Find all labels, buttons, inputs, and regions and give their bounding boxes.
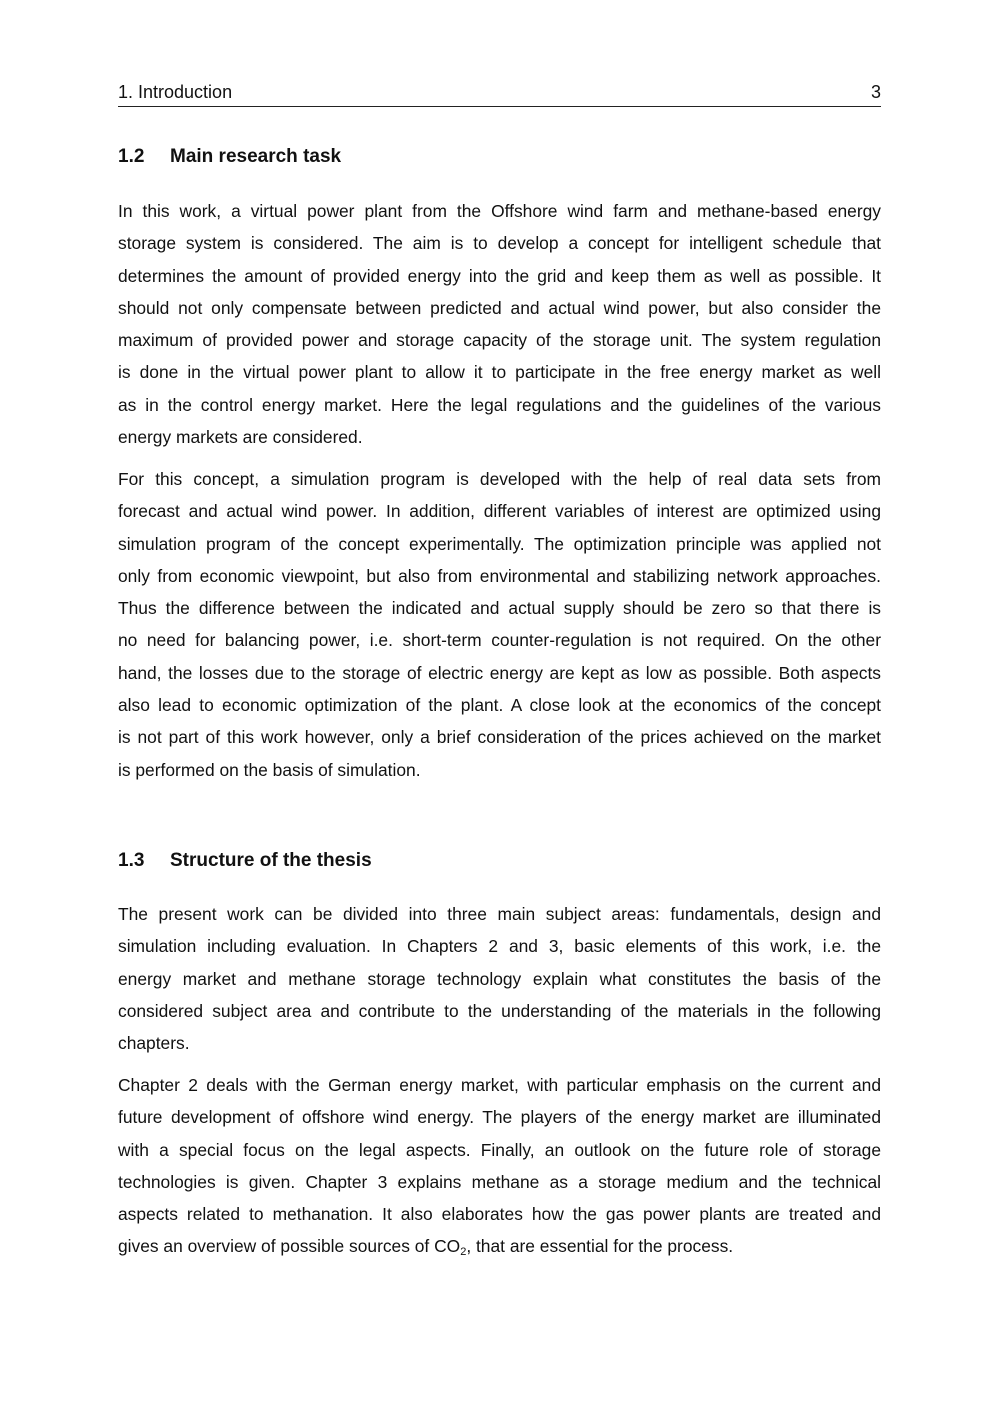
paragraph bbox=[118, 898, 881, 1059]
chapter-title: 1. Introduction bbox=[118, 82, 233, 102]
text-line: energy markets are considered. bbox=[118, 427, 363, 448]
text-line: simulation program of the concept experimentally. The optimization principle was applied not bbox=[118, 533, 881, 554]
text-line: In this work, a virtual power plant from the Offshore wind farm and methane-based energy bbox=[118, 201, 881, 221]
text-line: only from economic viewpoint, but also from environmental and stabilizing network approaches. bbox=[118, 565, 881, 586]
text-line: should not only compensate between predicted and actual wind power, but also consider the bbox=[118, 297, 881, 318]
text-line: forecast and actual wind power. In addition, different variables of interest are optimized using bbox=[118, 501, 881, 522]
text-line: storage system is considered. The aim is to develop a concept for intelligent schedule that bbox=[118, 233, 881, 254]
text-line: is done in the virtual power plant to allow it to participate in the free energy market as well bbox=[118, 362, 881, 383]
text-line: maximum of provided power and storage capacity of the storage unit. The system regulation bbox=[118, 330, 881, 351]
text-line: is not part of this work however, only a brief consideration of the prices achieved on the market bbox=[118, 727, 881, 748]
text-line: energy market and methane storage technology explain what constitutes the basis of the bbox=[118, 968, 881, 989]
text-line: considered subject area and contribute to the understanding of the materials in the following bbox=[118, 1000, 881, 1021]
text-line: determines the amount of provided energy into the grid and keep them as well as possible. It bbox=[118, 265, 881, 286]
text-line: no need for balancing power, i.e. short-term counter-regulation is not required. On the other bbox=[118, 630, 881, 651]
section-title: Main research task bbox=[170, 146, 342, 167]
paragraph bbox=[118, 195, 881, 453]
section-number: 1.3 bbox=[118, 850, 145, 871]
text-line: technologies is given. Chapter 3 explains methane as a storage medium and the technical bbox=[118, 1171, 881, 1192]
text-line: hand, the losses due to the storage of electric energy are kept as low as possible. Both aspects bbox=[118, 662, 881, 683]
paragraph bbox=[118, 463, 881, 786]
text-line: chapters. bbox=[118, 1033, 190, 1054]
section-title: Structure of the thesis bbox=[170, 850, 372, 871]
text-line: simulation including evaluation. In Chapters 2 and 3, basic elements of this work, i.e. the bbox=[118, 936, 881, 957]
text-line: future development of offshore wind energy. The players of the energy market are illuminated bbox=[118, 1107, 881, 1128]
text-segment: , that are essential for the process. bbox=[466, 1236, 734, 1257]
section-heading-1-2 bbox=[118, 146, 341, 168]
text-line: as in the control energy market. Here the legal regulations and the guidelines of the various bbox=[118, 394, 881, 415]
page-number: 3 bbox=[870, 82, 881, 102]
text-line: also lead to economic optimization of the plant. A close look at the economics of the concept bbox=[118, 695, 881, 716]
text-line: with a special focus on the legal aspects. Finally, an outlook on the future role of storage bbox=[118, 1139, 881, 1160]
section-heading-1-3 bbox=[118, 850, 372, 872]
paragraph bbox=[118, 1069, 881, 1263]
text-line bbox=[118, 1230, 881, 1262]
subscript: 2 bbox=[460, 1246, 467, 1259]
section-number: 1.2 bbox=[118, 146, 145, 167]
text-line: is performed on the basis of simulation. bbox=[118, 759, 421, 780]
text-line: The present work can be divided into three main subject areas: fundamentals, design and bbox=[118, 904, 881, 924]
text-line: aspects related to methanation. It also elaborates how the gas power plants are treated and bbox=[118, 1204, 881, 1225]
text-line: For this concept, a simulation program is developed with the help of real data sets from bbox=[118, 469, 881, 489]
text-line: Chapter 2 deals with the German energy market, with particular emphasis on the current and bbox=[118, 1075, 881, 1095]
text-segment: gives an overview of possible sources of CO bbox=[118, 1236, 461, 1257]
text-line: Thus the difference between the indicated and actual supply should be zero so that there is bbox=[118, 598, 881, 619]
running-header bbox=[118, 80, 881, 107]
